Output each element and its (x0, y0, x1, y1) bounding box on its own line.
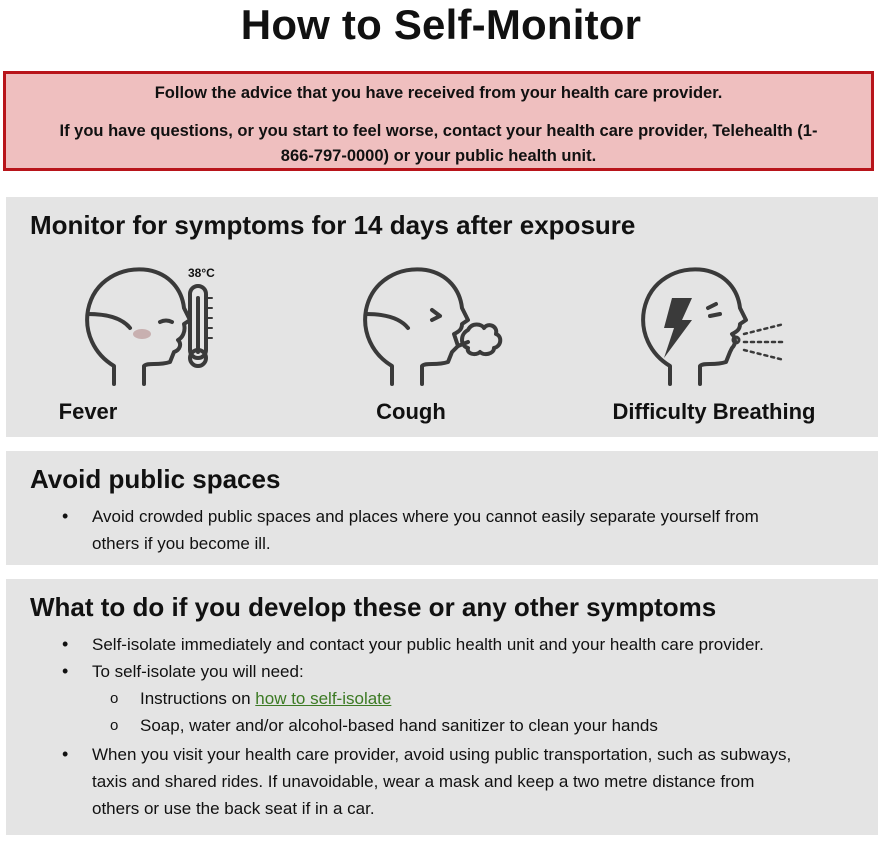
symptom-difficulty-breathing (612, 262, 816, 432)
symptom-label-cough: Cough (376, 399, 446, 424)
bullet-point: • (62, 506, 69, 526)
bullet-point: • (62, 661, 69, 681)
avoid-bullet-text: Avoid crowded public spaces and places where you cannot easily separate yourself from others if you become ill. (92, 507, 759, 553)
develop-heading: What to do if you develop these or any other symptoms (30, 592, 717, 622)
alert-line-advice: Follow the advice that you have received from your health care provider. (154, 84, 723, 102)
symptom-label-difficulty-breathing: Difficulty Breathing (612, 399, 816, 424)
bullet-point: • (62, 634, 69, 654)
difficulty-breathing-icon (634, 262, 814, 387)
monitor-symptoms-panel (6, 197, 878, 437)
develop-bullet-need: To self-isolate you will need: (92, 662, 304, 681)
monitor-heading: Monitor for symptoms for 14 days after exposure (30, 210, 636, 240)
symptom-fever (58, 262, 248, 432)
develop-bullet-self-isolate: Self-isolate immediately and contact your public health unit and your health care provider. (92, 635, 764, 654)
sub-bullet-point: o (110, 690, 119, 707)
how-to-self-isolate-link[interactable]: how to self-isolate (255, 689, 392, 708)
develop-bullet-transport: When you visit your health care provider, avoid using public transportation, such as subways, taxis and shared rides. If unavoidable, wear a mask and keep a two metre distance from others or use the back seat if in a car. (92, 745, 792, 818)
sub-bullet-point: o (110, 717, 119, 734)
thermometer-temperature-label: 38°C (188, 266, 215, 280)
develop-symptoms-panel (6, 579, 878, 835)
sub-item-instructions (140, 685, 800, 712)
symptom-cough (356, 262, 526, 432)
instructions-prefix: Instructions on (140, 689, 256, 708)
fever-icon (78, 262, 248, 387)
bullet-point: • (62, 744, 69, 764)
advice-alert-box (3, 71, 874, 171)
cough-icon (356, 262, 526, 387)
avoid-public-spaces-panel (6, 451, 878, 565)
page-title: How to Self-Monitor (240, 1, 642, 48)
avoid-heading: Avoid public spaces (30, 464, 281, 494)
symptom-label-fever: Fever (58, 399, 118, 424)
alert-line-contact: If you have questions, or you start to feel worse, contact your health care provider, Telehealth (1-866-797-0000) or your public health unit. (59, 122, 818, 165)
sub-item-soap: Soap, water and/or alcohol-based hand sanitizer to clean your hands (140, 716, 658, 735)
